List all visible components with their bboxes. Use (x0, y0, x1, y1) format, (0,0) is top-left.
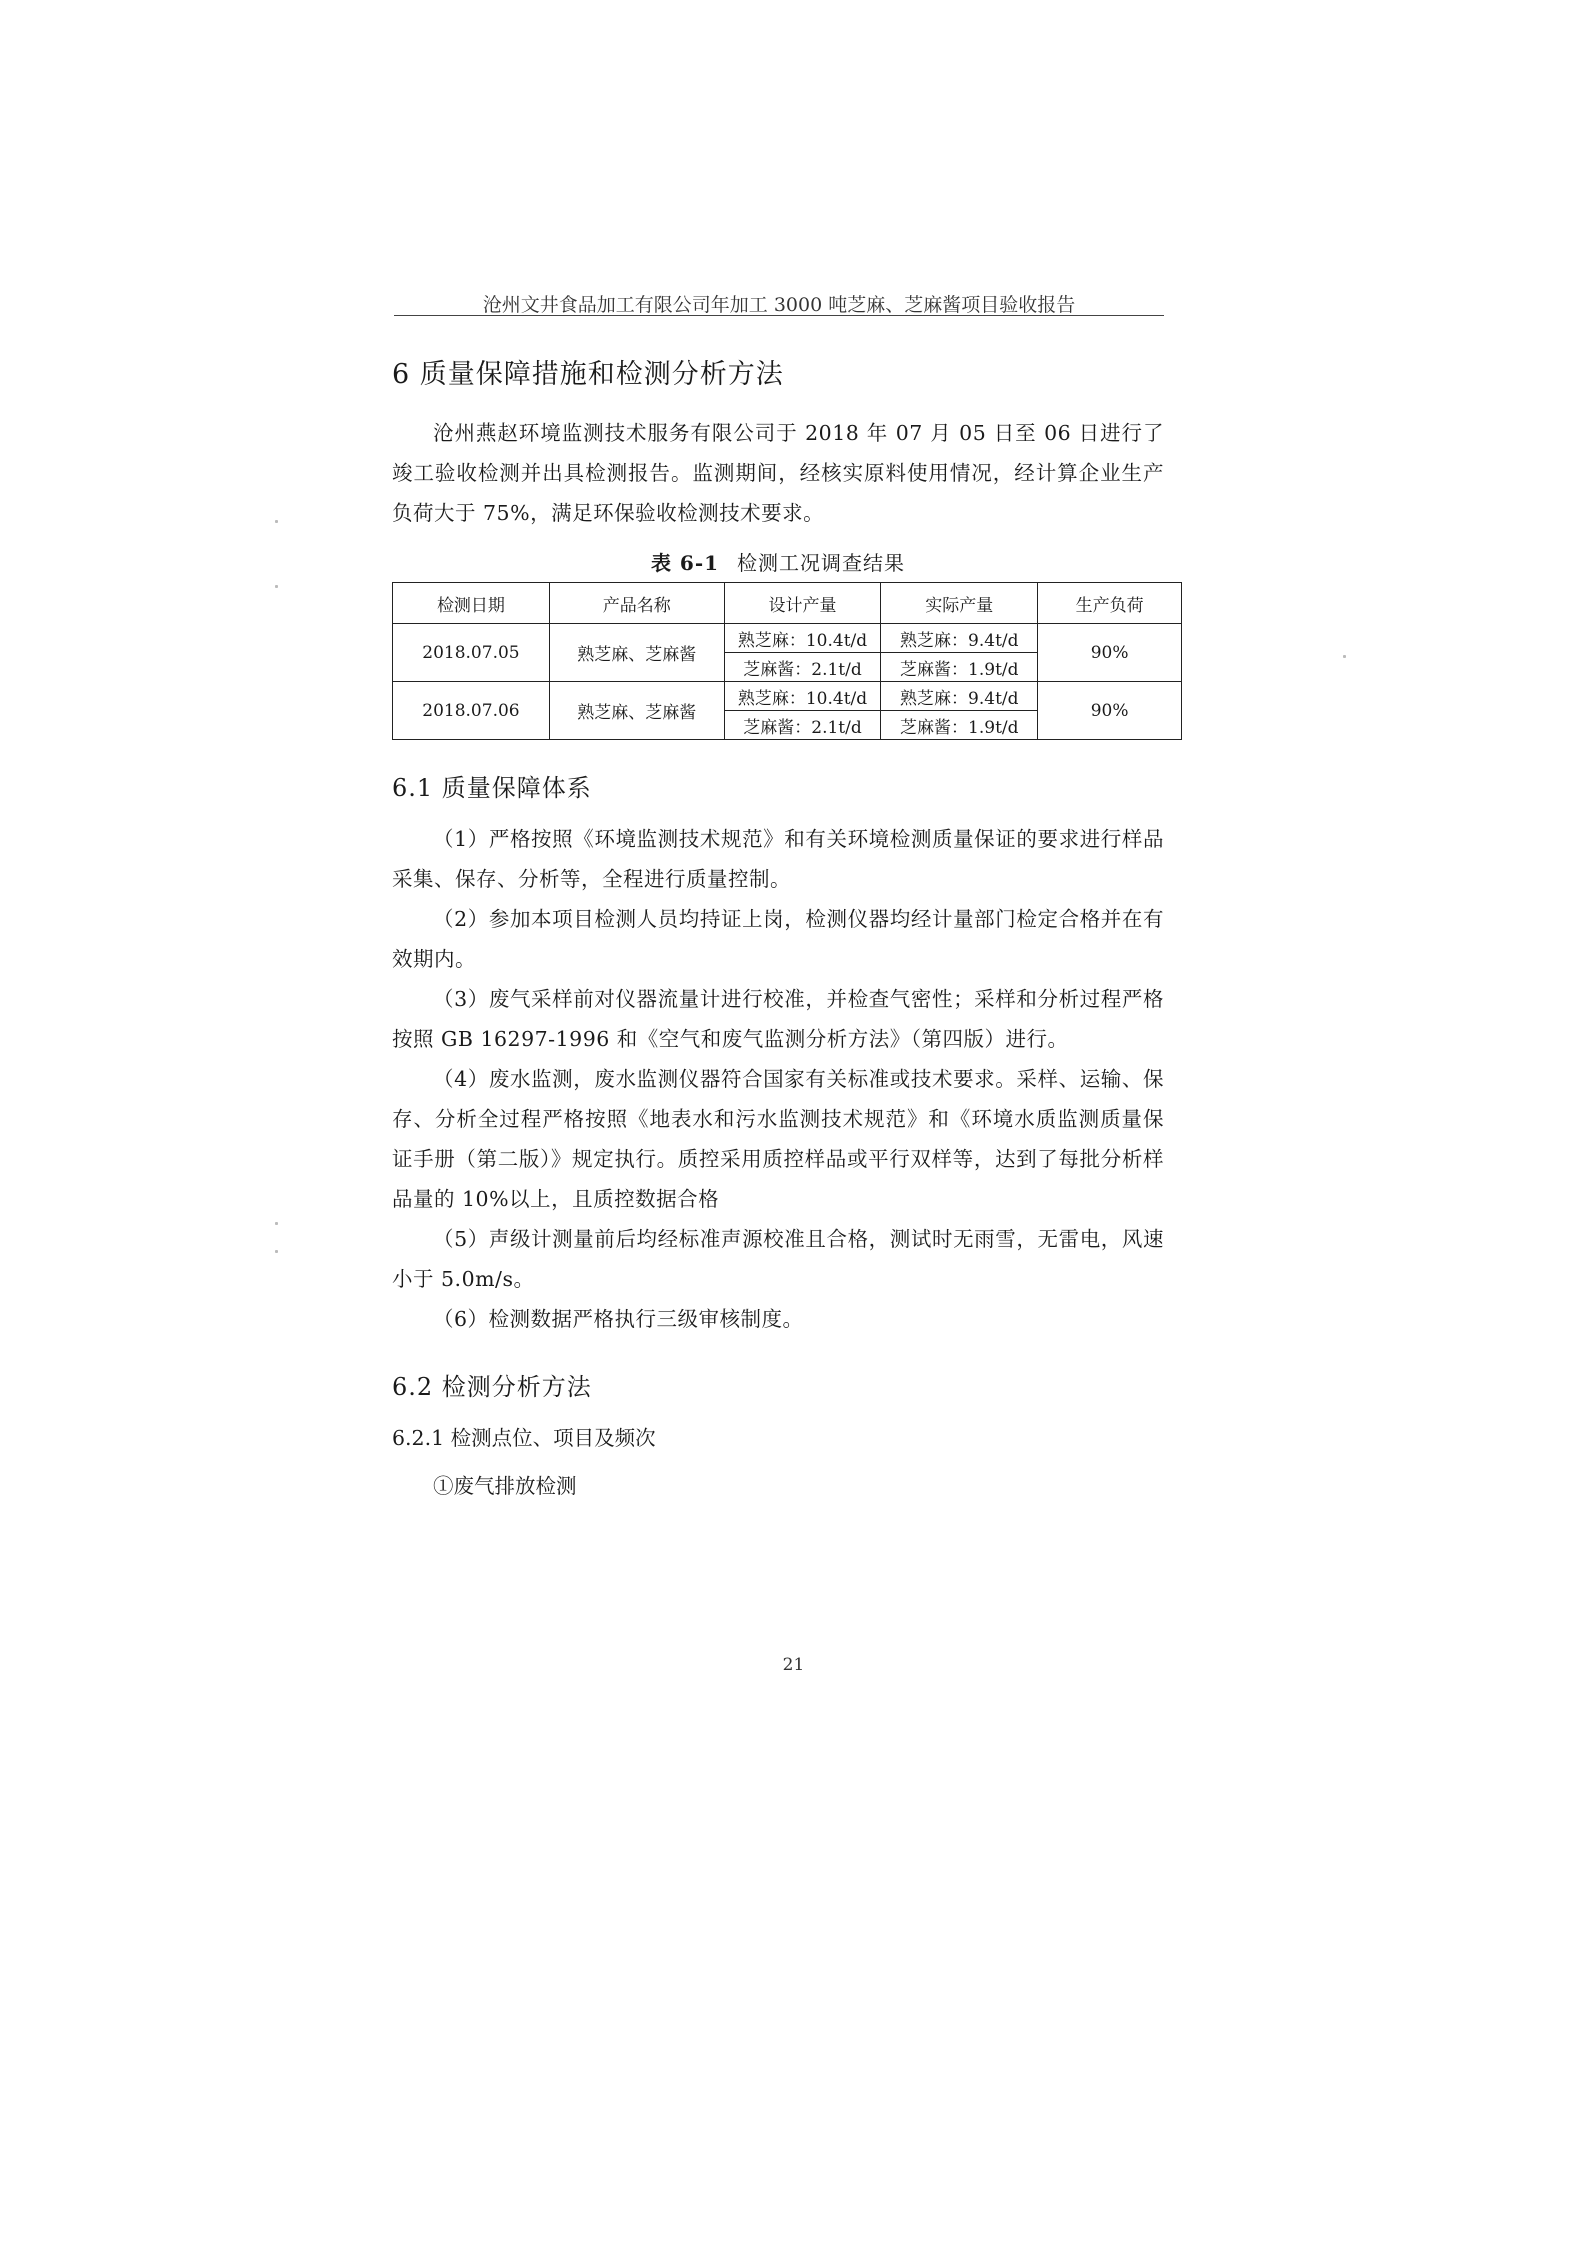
col-header-product: 产品名称 (549, 583, 724, 624)
qa-item-5: （5）声级计测量前后均经标准声源校准且合格，测试时无雨雪，无雷电，风速小于 5.0m/s。 (392, 1227, 1164, 1291)
cell-design-paste: 芝麻酱：2.1t/d (724, 711, 881, 740)
scan-speck (275, 1250, 278, 1253)
cell-product: 熟芝麻、芝麻酱 (549, 682, 724, 740)
scan-speck (275, 585, 278, 588)
col-header-load: 生产负荷 (1038, 583, 1182, 624)
qa-item-1: （1）严格按照《环境监测技术规范》和有关环境检测质量保证的要求进行样品采集、保存、分析等，全程进行质量控制。 (392, 827, 1164, 891)
header-divider (394, 315, 1164, 316)
cell-actual-paste: 芝麻酱：1.9t/d (881, 653, 1038, 682)
cell-load: 90% (1038, 682, 1182, 740)
scan-speck (1343, 655, 1346, 658)
scan-speck (275, 520, 278, 523)
page-content (392, 352, 1164, 1506)
work-condition-table (392, 582, 1182, 740)
col-header-date: 检测日期 (393, 583, 550, 624)
section-6-2-1-title: 6.2.1 检测点位、项目及频次 (392, 1426, 656, 1450)
qa-item-3: （3）废气采样前对仪器流量计进行校准，并检查气密性；采样和分析过程严格按照 GB 16297-1996 和《空气和废气监测分析方法》（第四版）进行。 (392, 987, 1164, 1051)
running-header: 沧州文井食品加工有限公司年加工 3000 吨芝麻、芝麻酱项目验收报告 (482, 294, 1076, 316)
table-row (393, 682, 1182, 711)
cell-date: 2018.07.06 (393, 682, 550, 740)
section-6-intro: 沧州燕赵环境监测技术服务有限公司于 2018 年 07 月 05 日至 06 日进行了竣工验收检测并出具检测报告。监测期间，经核实原料使用情况，经计算企业生产负荷大于 75%，满足环保验收检测技术要求。 (392, 421, 1164, 525)
cell-design-sesame: 熟芝麻：10.4t/d (724, 682, 881, 711)
cell-product: 熟芝麻、芝麻酱 (549, 624, 724, 682)
cell-date: 2018.07.05 (393, 624, 550, 682)
table-header-row (393, 583, 1182, 624)
table-caption-number: 表 6-1 (650, 551, 720, 575)
qa-item-6: （6）检测数据严格执行三级审核制度。 (433, 1307, 804, 1331)
page-number: 21 (782, 1655, 805, 1675)
section-6-2-title: 6.2 检测分析方法 (392, 1373, 592, 1401)
section-6-title: 6 质量保障措施和检测分析方法 (392, 359, 784, 390)
table-caption-title: 检测工况调查结果 (737, 551, 906, 575)
table-caption (392, 547, 1164, 576)
cell-actual-paste: 芝麻酱：1.9t/d (881, 711, 1038, 740)
scan-speck (275, 1222, 278, 1225)
cell-actual-sesame: 熟芝麻：9.4t/d (881, 682, 1038, 711)
cell-design-paste: 芝麻酱：2.1t/d (724, 653, 881, 682)
cell-design-sesame: 熟芝麻：10.4t/d (724, 624, 881, 653)
table-row (393, 624, 1182, 653)
section-6-1-title: 6.1 质量保障体系 (392, 774, 592, 802)
cell-load: 90% (1038, 624, 1182, 682)
col-header-design: 设计产量 (724, 583, 881, 624)
cell-actual-sesame: 熟芝麻：9.4t/d (881, 624, 1038, 653)
col-header-actual: 实际产量 (881, 583, 1038, 624)
qa-item-4: （4）废水监测，废水监测仪器符合国家有关标准或技术要求。采样、运输、保存、分析全过程严格按照《地表水和污水监测技术规范》和《环境水质监测质量保证手册（第二版）》规定执行。质控采用质控样品或平行双样等，达到了每批分析样品量的 10%以上，且质控数据合格 (392, 1067, 1164, 1211)
qa-item-2: （2）参加本项目检测人员均持证上岗，检测仪器均经计量部门检定合格并在有效期内。 (392, 907, 1164, 971)
exhaust-gas-item: ①废气排放检测 (433, 1474, 577, 1498)
